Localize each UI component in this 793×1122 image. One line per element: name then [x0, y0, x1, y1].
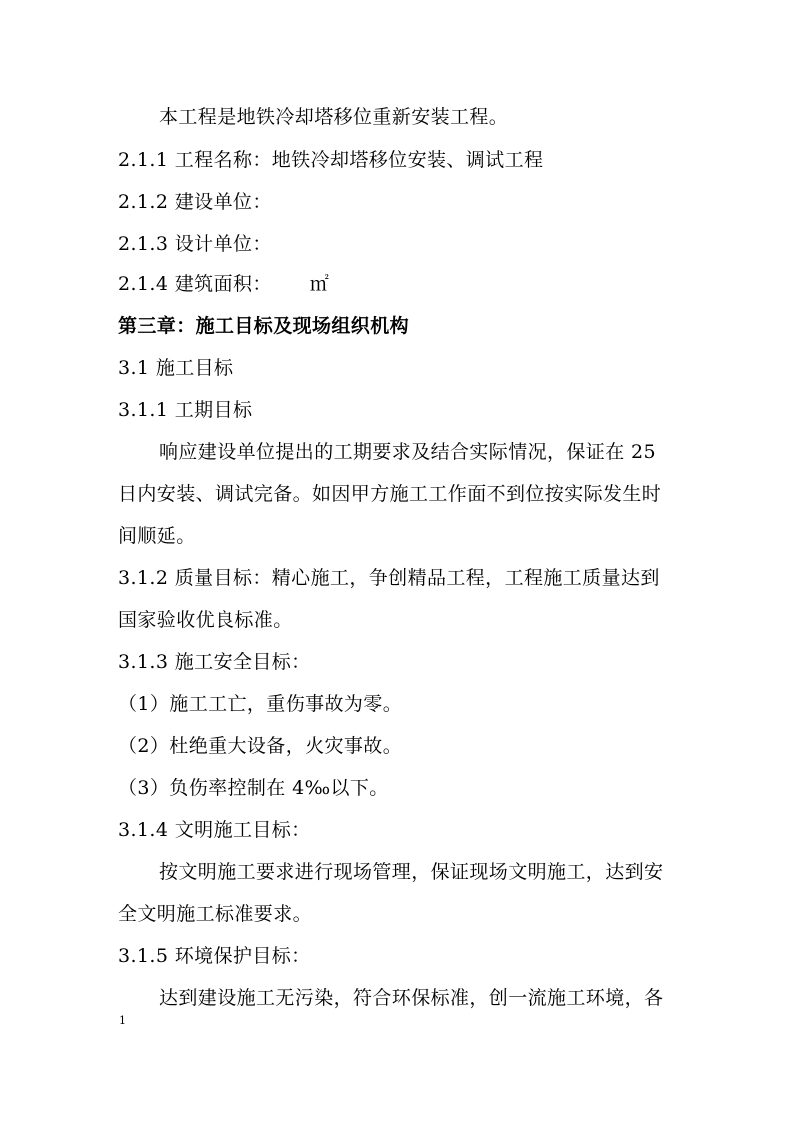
building-area-label: 2.1.4 建筑面积： [118, 273, 272, 295]
construction-unit-line: 2.1.2 建设单位： [118, 191, 272, 213]
quality-target-line: 3.1.2 质量目标：精心施工，争创精品工程，工程施工质量达到 [118, 567, 660, 589]
intro-paragraph: 本工程是地铁冷却塔移位重新安装工程。 [159, 106, 509, 128]
subsection-heading-civilized: 3.1.4 文明施工目标： [118, 819, 311, 841]
safety-item: （1）施工工亡，重伤事故为零。 [118, 693, 403, 715]
safety-item: （3）负伤率控制在 4‰以下。 [118, 777, 389, 799]
schedule-paragraph-line: 响应建设单位提出的工期要求及结合实际情况，保证在 25 [159, 441, 657, 463]
quality-target-line: 国家验收优良标准。 [118, 609, 293, 631]
civilized-paragraph-line: 按文明施工要求进行现场管理，保证现场文明施工，达到安 [159, 861, 664, 883]
building-area-line [118, 272, 329, 296]
area-unit: ㎡ [309, 273, 330, 295]
safety-item: （2）杜绝重大设备，火灾事故。 [118, 735, 403, 757]
section-heading: 3.1 施工目标 [118, 357, 234, 379]
schedule-paragraph-line: 间顺延。 [118, 525, 196, 547]
subsection-heading-environment: 3.1.5 环境保护目标： [118, 945, 311, 967]
subsection-heading-safety: 3.1.3 施工安全目标： [118, 651, 311, 673]
project-name-line: 2.1.1 工程名称：地铁冷却塔移位安装、调试工程 [118, 149, 544, 171]
environment-paragraph-line: 达到建设施工无污染，符合环保标准，创一流施工环境，各 [159, 987, 664, 1009]
civilized-paragraph-line: 全文明施工标准要求。 [118, 903, 313, 925]
subsection-heading-schedule: 3.1.1 工期目标 [118, 399, 253, 421]
chapter-heading: 第三章：施工目标及现场组织机构 [118, 315, 410, 337]
schedule-paragraph-line: 日内安装、调试完备。如因甲方施工工作面不到位按实际发生时 [118, 483, 662, 505]
page-number: 1 [119, 1014, 126, 1027]
design-unit-line: 2.1.3 设计单位： [118, 233, 272, 255]
